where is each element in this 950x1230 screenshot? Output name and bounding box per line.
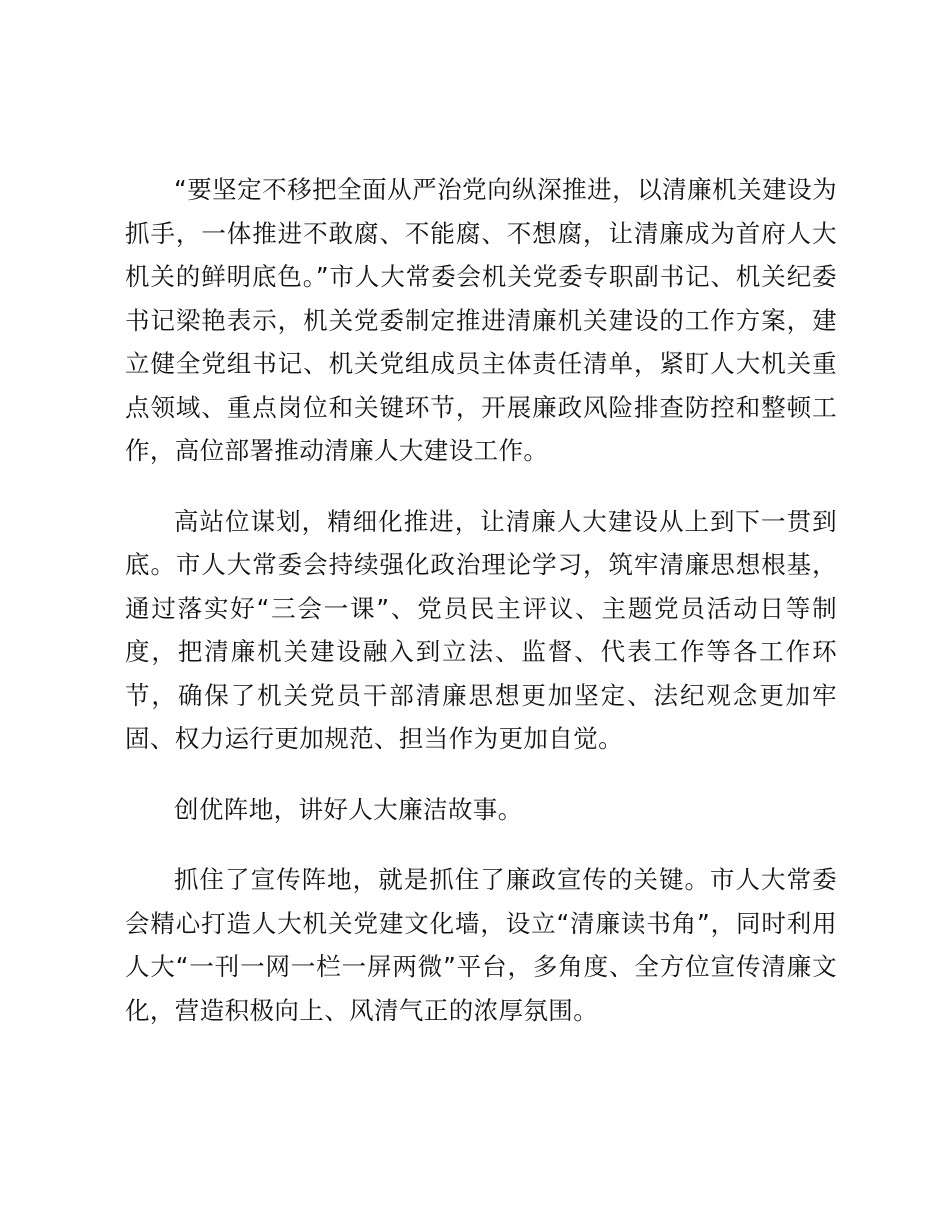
paragraph-positions-heading: 创优阵地，讲好人大廉洁故事。: [174, 794, 523, 824]
document-body: [125, 168, 837, 1059]
paragraph-high-position-planning: 高站位谋划，精细化推进，让清廉人大建设从上到下一贯到底。市人大常委会持续强化政治理论学习，筑牢清廉思想根基，通过落实好“三会一课”、党员民主评议、主题党员活动日等制度，把清廉机关建设融入到立法、监督、代表工作等各工作环节，确保了机关党员干部清廉思想更加坚定、法纪观念更加牢固、权力运行更加规范、担当作为更加自觉。: [125, 506, 837, 753]
paragraph-clean-organ-construction: “要坚定不移把全面从严治党向纵深推进，以清廉机关建设为抓手，一体推进不敢腐、不能腐、不想腐，让清廉成为首府人大机关的鲜明底色。”市人大常委会机关党委专职副书记、机关纪委书记梁艳表示，机关党委制定推进清廉机关建设的工作方案，建立健全党组书记、机关党组成员主体责任清单，紧盯人大机关重点领域、重点岗位和关键环节，开展廉政风险排查防控和整顿工作，高位部署推动清廉人大建设工作。: [125, 175, 837, 465]
paragraph-publicity-positions: 抓住了宣传阵地，就是抓住了廉政宣传的关键。市人大常委会精心打造人大机关党建文化墙，设立“清廉读书角”，同时利用人大“一刊一网一栏一屏两微”平台，多角度、全方位宣传清廉文化，营造积极向上、风清气正的浓厚氛围。: [125, 865, 837, 1025]
